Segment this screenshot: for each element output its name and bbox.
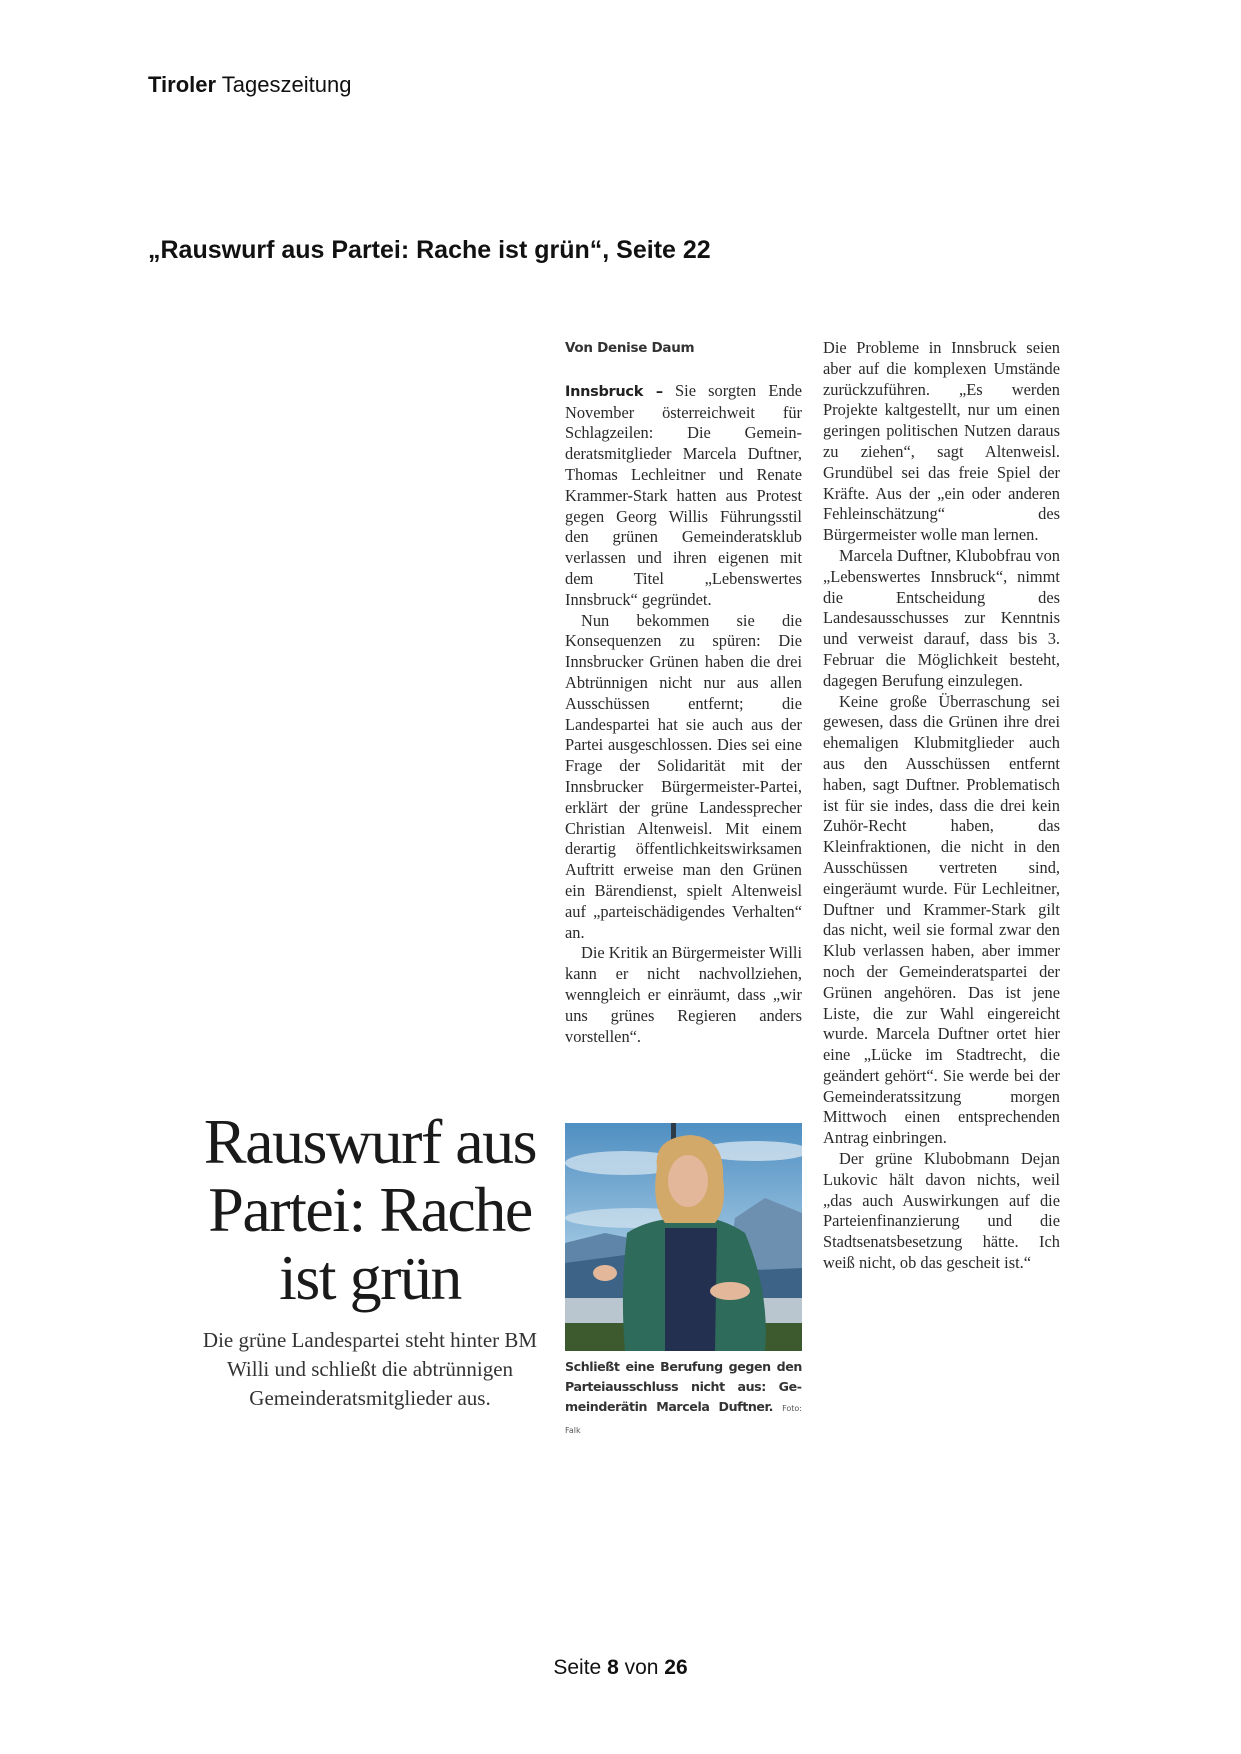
photo-caption (565, 1357, 802, 1441)
article-column-1 (565, 338, 802, 1047)
shirt (665, 1228, 717, 1351)
left-hand (593, 1265, 617, 1281)
article-subheadline: Die grüne Landespartei steht hinter BM Willi und schließt die abtrünnigen Gemeinderatsmitglieder aus. (202, 1328, 538, 1410)
paragraph: Der grüne Klubobmann Dejan Lukovic hält davon nichts, weil „das auch Auswirkungen auf die Parteienfinanzierung und die Stadtsenatsbesetzung hätte. Ich weiß nicht, ob das gescheit ist.“ (823, 1149, 1060, 1273)
photo-image (565, 1123, 802, 1351)
photo-caption-text: Schließt eine Berufung gegen den Parteiausschluss nicht aus: Gemeinderätin Marcela Duftner. (565, 1359, 802, 1414)
paragraph (565, 381, 802, 611)
byline: Von Denise Daum (565, 340, 695, 356)
paragraph: Nun bekommen sie die Konsequenzen zu spüren: Die Innsbrucker Grünen haben die drei Abtrünnigen nicht nur aus allen Ausschüssen entfernt; die Landespartei hat sie auch aus der Partei ausgeschlossen. Dies sei eine Frage der Solidarität mit der Innsbrucker Bürgermeister-Partei, erklärt der grüne Landessprecher Christian Altenweisl. Mit einem derartig öffentlichkeitswirksamen Auftritt erweise man den Grünen ein Bärendienst, spielt Altenweisl auf „parteischädigendes Verhalten“ an. (565, 610, 802, 942)
paragraph: Die Kritik an Bürgermeister Willi kann er nicht nachvollziehen, wenngleich er einräumt, dass „wir uns grünes Regieren anders vorstellen“. (565, 943, 802, 1046)
photo-credit: Foto: Falk (565, 1404, 802, 1435)
newspaper-clipping (190, 330, 1080, 1435)
article-headline: Rauswurf aus Partei: Rache ist grün (203, 1106, 537, 1313)
article-column-2 (823, 338, 1060, 1274)
total-pages: 26 (664, 1656, 688, 1679)
publication-name (148, 72, 351, 98)
publication-name-regular: Tageszeitung (221, 72, 352, 97)
right-hand (710, 1282, 750, 1300)
page-middle: von (624, 1656, 659, 1679)
paragraph: Keine große Überraschung sei gewesen, dass die Grünen ihre drei ehemaligen Klubmitglieder auch aus den Ausschüssen entfernt haben, sagt Duftner. Problematisch ist für sie indes, dass die drei kein Zuhör-Recht haben, das Kleinfraktionen, die nicht in den Ausschüssen vertreten sind, eingeräumt wurde. Für Lechleitner, Duftner und Krammer-Stark gilt das nicht, weil sie formal zwar den Klub verlassen haben, aber immer noch der Gemeinderatspartei der Grünen angehören. Das ist jene Liste, die zur Wahl eingereicht wurde. Marcela Duftner ortet hier eine „Lücke im Stadtrecht, die geändert gehört“. Sie werde bei der Gemeinderatssitzung morgen Mittwoch einen entsprechenden Antrag einbringen. (823, 691, 1060, 1148)
page-number (0, 1656, 1241, 1680)
dateline: Innsbruck – (565, 383, 663, 400)
page-prefix: Seite (553, 1656, 602, 1679)
publication-name-bold: Tiroler (148, 72, 217, 97)
current-page: 8 (607, 1656, 619, 1679)
article-photo (565, 1123, 802, 1351)
paragraph: Die Probleme in Innsbruck seien aber auf die komplexen Umstände zurückzuführen. „Es werden Projekte kaltgestellt, nur um einen geringen politischen Nutzen daraus zu ziehen“, sagt Altenweisl. Grundübel sei das freie Spiel der Kräfte. Aus der „ein oder anderen Fehleinschätzung“ des Bürgermeister wolle man lernen. (823, 338, 1060, 545)
reference-title: „Rauswurf aus Partei: Rache ist grün“, Seite 22 (148, 236, 711, 264)
face (668, 1155, 708, 1207)
paragraph-text: Sie sorgten Ende November österreichweit für Schlagzeilen: Die Gemeinderatsmitglieder Marcela Duftner, Thomas Lechleitner und Renate Krammer-Stark hatten aus Protest gegen Georg Willis Führungsstil den grünen Gemeinderatsklub verlassen und ihren eigenen mit dem Titel „Lebenswertes Innsbruck“ gegründet. (565, 380, 802, 609)
paragraph: Marcela Duftner, Klubobfrau von „Lebenswertes Innsbruck“, nimmt die Entscheidung des Landesausschusses zur Kenntnis und verweist darauf, dass bis 3. Februar die Möglichkeit besteht, dagegen Berufung einzulegen. (823, 545, 1060, 690)
